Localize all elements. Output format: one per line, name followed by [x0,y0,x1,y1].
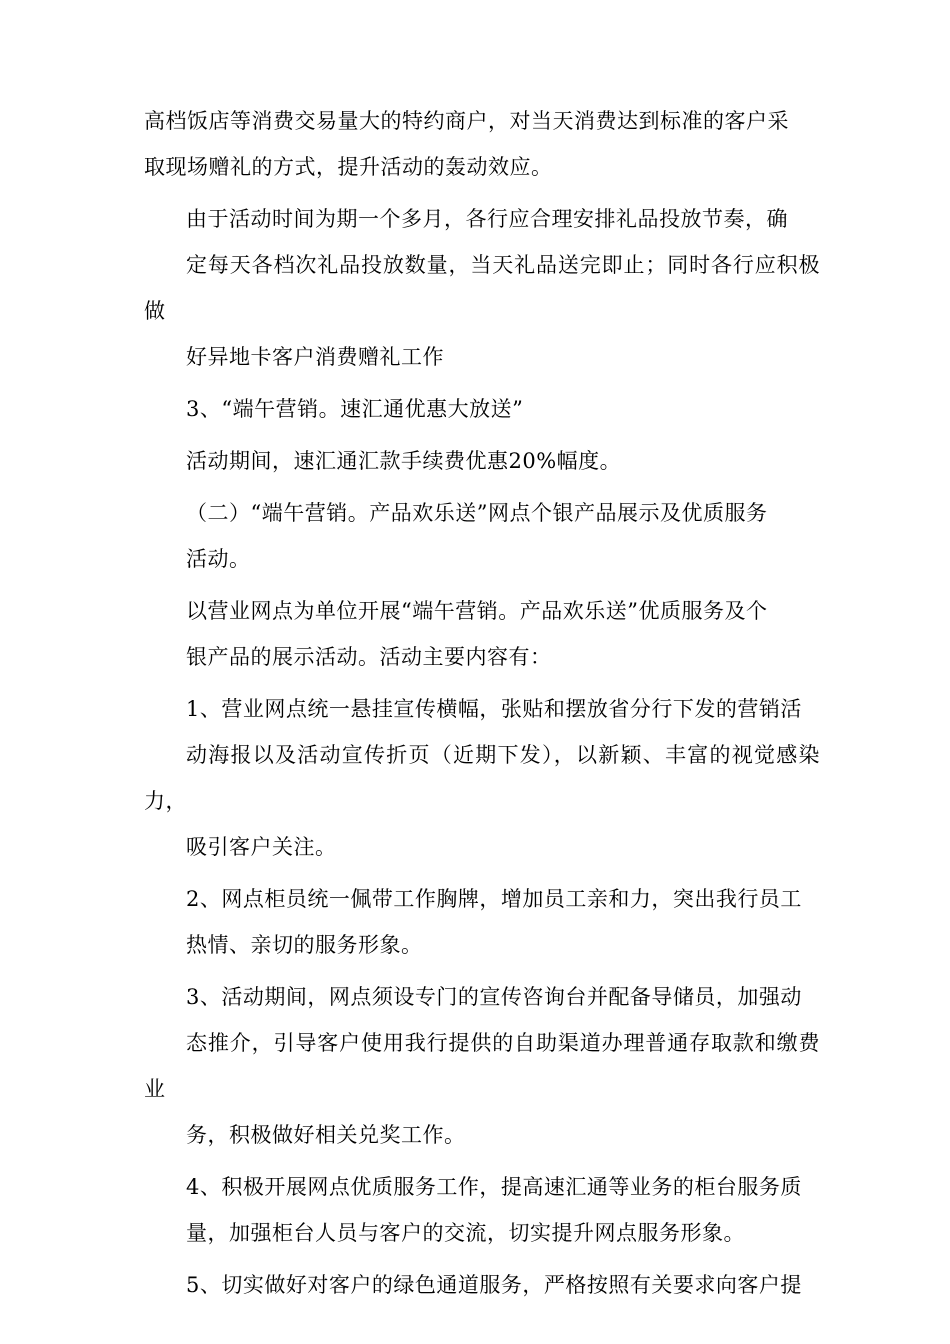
text-line: 活动期间，速汇通汇款手续费优惠20%幅度。 [186,449,622,473]
paragraph-p2 [144,196,820,380]
paragraph-p3 [144,386,820,432]
text-line: 以营业网点为单位开展“端午营销。产品欢乐送”优质服务及个 [186,599,768,623]
paragraph-p11 [144,1262,820,1308]
paragraph-p7 [144,686,820,870]
text-line: 取现场赠礼的方式，提升活动的轰动效应。 [144,155,553,179]
text-line: 动海报以及活动宣传折页（近期下发），以新颖、丰富的视觉感染力， [144,743,820,813]
document-page [144,98,820,1314]
text-line: 3、“端午营销。速汇通优惠大放送” [186,397,524,421]
text-line: 态推介，引导客户使用我行提供的自助渠道办理普通存取款和缴费业 [144,1031,820,1101]
document-body [144,98,820,1308]
text-line: 量，加强柜台人员与客户的交流，切实提升网点服务形象。 [186,1221,745,1245]
text-line: 5、切实做好对客户的绿色通道服务，严格按照有关要求向客户提 [186,1273,802,1297]
text-line: （二）“端午营销。产品欢乐送”网点个银产品展示及优质服务 [186,501,768,525]
text-line: 4、积极开展网点优质服务工作，提高速汇通等业务的柜台服务质 [186,1175,802,1199]
text-line: 务，积极做好相关兑奖工作。 [186,1123,466,1147]
paragraph-p4 [144,438,820,484]
text-line: 2、网点柜员统一佩带工作胸牌，增加员工亲和力，突出我行员工 [186,887,802,911]
text-line: 由于活动时间为期一个多月，各行应合理安排礼品投放节奏，确 [186,207,788,231]
text-line: 活动。 [186,547,251,571]
paragraph-p5 [144,490,820,582]
paragraph-p10 [144,1164,820,1256]
text-line: 好异地卡客户消费赠礼工作 [186,345,444,369]
paragraph-p8 [144,876,820,968]
paragraph-p6 [144,588,820,680]
text-line: 热情、亲切的服务形象。 [186,933,423,957]
text-line: 定每天各档次礼品投放数量，当天礼品送完即止；同时各行应积极做 [144,253,820,323]
text-line: 1、营业网点统一悬挂宣传横幅，张贴和摆放省分行下发的营销活 [186,697,802,721]
text-line: 3、活动期间，网点须设专门的宣传咨询台并配备导储员，加强动 [186,985,802,1009]
text-line: 高档饭店等消费交易量大的特约商户，对当天消费达到标准的客户采 [144,109,789,133]
paragraph-p9 [144,974,820,1158]
text-line: 银产品的展示活动。活动主要内容有： [186,645,552,669]
text-line: 吸引客户关注。 [186,835,337,859]
paragraph-p1 [144,98,820,190]
